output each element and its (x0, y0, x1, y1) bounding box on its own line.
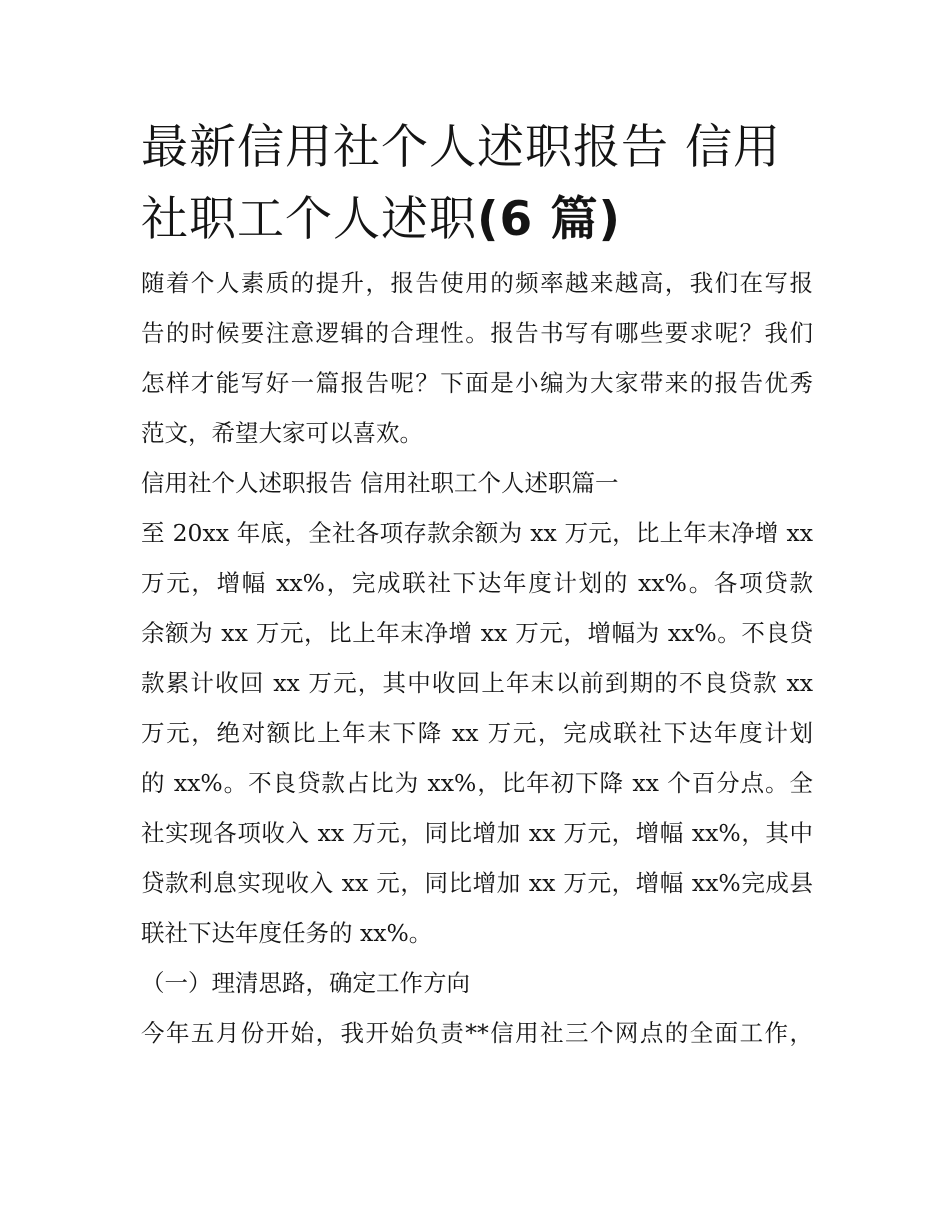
paragraph-line: 社实现各项收入 xx 万元，同比增加 xx 万元，增幅 xx%，其中 (141, 819, 813, 847)
paragraph-line: 范文，希望大家可以喜欢。 (141, 419, 423, 447)
paragraph-line: 万元，增幅 xx%，完成联社下达年度计划的 xx%。各项贷款 (141, 569, 813, 597)
title-count: (6 篇) (477, 192, 622, 247)
paragraph-line: 的 xx%。不良贷款占比为 xx%，比年初下降 xx 个百分点。全 (141, 769, 813, 797)
document-title (141, 112, 813, 256)
paragraph-line: 告的时候要注意逻辑的合理性。报告书写有哪些要求呢？我们 (141, 319, 813, 347)
paragraph-line: 万元，绝对额比上年末下降 xx 万元，完成联社下达年度计划 (141, 719, 813, 747)
document-body (141, 258, 813, 1058)
section-heading: 信用社个人述职报告 信用社职工个人述职篇一 (141, 469, 619, 497)
subsection-heading: （一）理清思路，确定工作方向 (141, 969, 470, 997)
paragraph-line: 至 20xx 年底，全社各项存款余额为 xx 万元，比上年末净增 xx (141, 519, 813, 547)
paragraph-line: 款累计收回 xx 万元，其中收回上年末以前到期的不良贷款 xx (141, 669, 813, 697)
paragraph-line: 联社下达年度任务的 xx%。 (141, 919, 433, 947)
paragraph-line: 随着个人素质的提升，报告使用的频率越来越高，我们在写报 (141, 269, 813, 297)
title-line-2: 社职工个人述职 (141, 192, 477, 247)
paragraph-line: 余额为 xx 万元，比上年末净增 xx 万元，增幅为 xx%。不良贷 (141, 619, 813, 647)
title-line-1: 最新信用社个人述职报告 信用 (141, 120, 781, 175)
paragraph-line: 怎样才能写好一篇报告呢？下面是小编为大家带来的报告优秀 (141, 369, 813, 397)
paragraph-line: 今年五月份开始，我开始负责**信用社三个网点的全面工作， (141, 1019, 813, 1047)
paragraph-line: 贷款利息实现收入 xx 元，同比增加 xx 万元，增幅 xx%完成县 (141, 869, 813, 897)
document-page (141, 112, 813, 1058)
